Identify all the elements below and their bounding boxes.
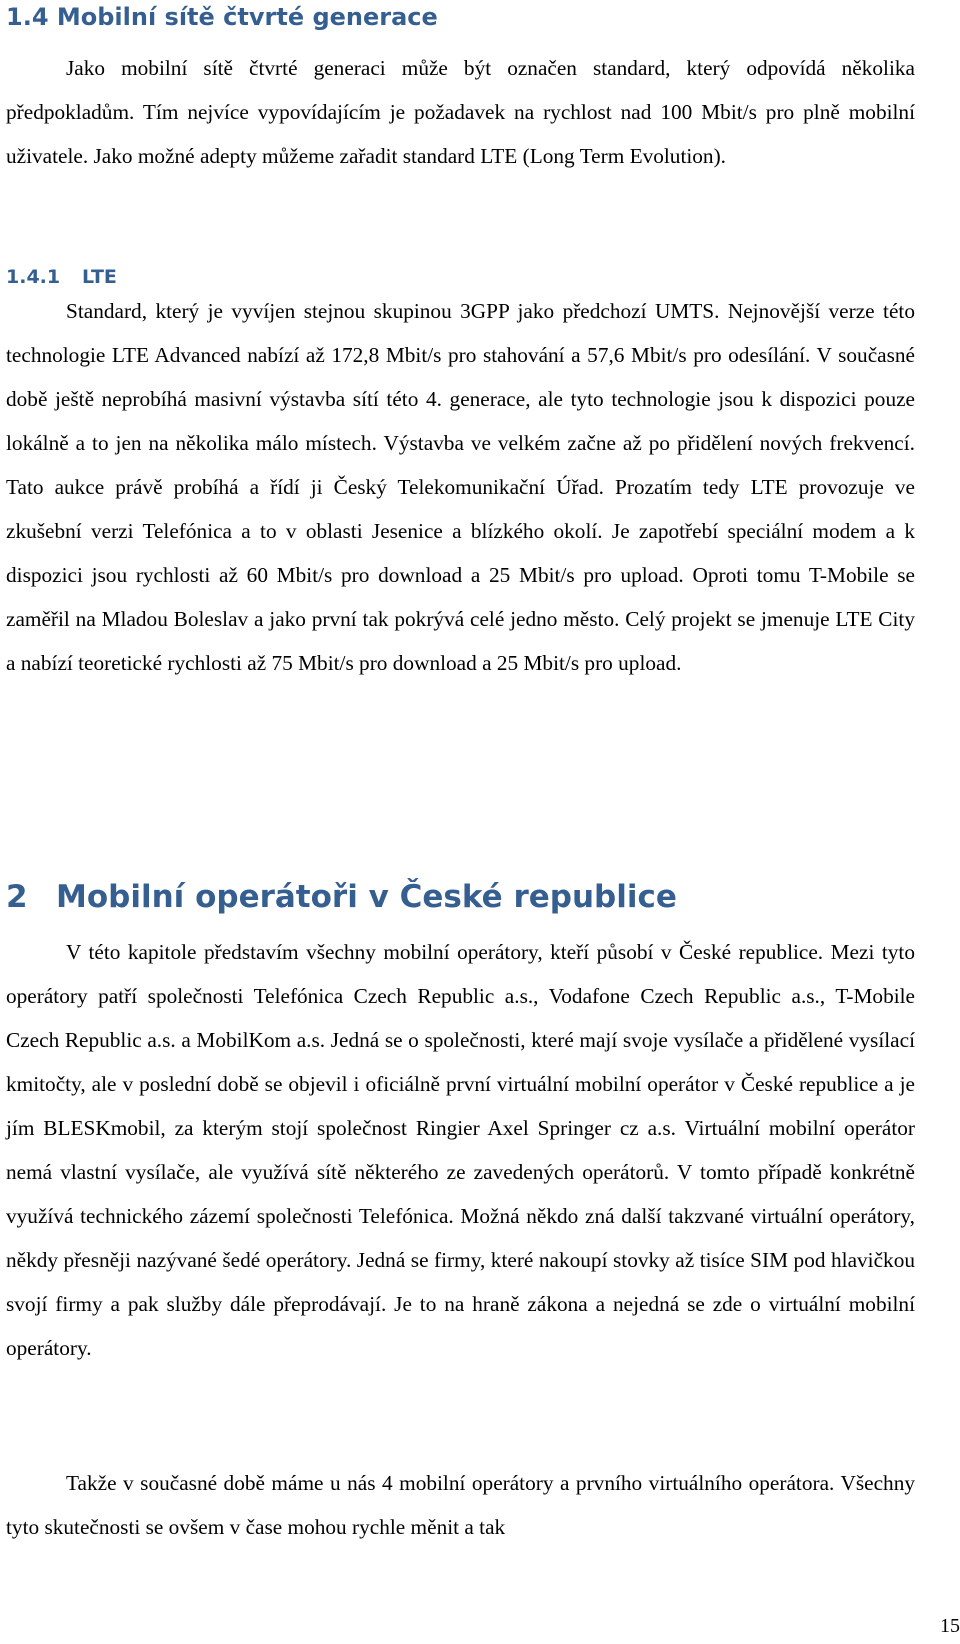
chapter-2-paragraph-2: Takže v současné době máme u nás 4 mobilní operátory a prvního virtuálního operátora. Všechny tyto skutečnosti se ovšem v čase mohou rychle měnit a tak — [6, 1471, 915, 1539]
section-1-4-paragraph: Jako mobilní sítě čtvrté generaci může být označen standard, který odpovídá několika předpokladům. Tím nejvíce vypovídajícím je požadavek na rychlost nad 100 Mbit/s pro plně mobilní uživatele. Jako možné adepty můžeme zařadit standard LTE (Long Term Evolution). — [6, 56, 915, 168]
section-heading-1-4: 1.4 Mobilní sítě čtvrté generace — [6, 3, 438, 31]
chapter-number: 2 — [6, 879, 28, 915]
page-number: 15 — [940, 1615, 960, 1637]
chapter-2-paragraph-1: V této kapitole představím všechny mobilní operátory, kteří působí v České republice. Mezi tyto operátory patří společnosti Telefónica Czech Republic a.s., Vodafone Czech Republic a.s., T-Mobile Czech Republic a.s. a MobilKom a.s. Jedná se o společnosti, které mají svoje vysílače a přidělené vysílací kmitočty, ale v poslední době se objevil i oficiálně první virtuální mobilní operátor v České republice a je jím BLESKmobil, za kterým stojí společnost Ringier Axel Springer cz a.s. Virtuální mobilní operátor nemá vlastní vysílače, ale využívá sítě některého ze zavedených operátorů. V tomto případě konkrétně využívá technického zázemí společnosti Telefónica. Možná někdo zná další takzvané virtuální operátory, někdy přesněji nazývané šedé operátory. Jedná se firmy, které nakoupí stovky až tisíce SIM pod hlavičkou svojí firmy a pak služby dále přeprodávají. Je to na hraně zákona a nejedná se zde o virtuální mobilní operátory. — [6, 940, 915, 1360]
section-1-4-1-paragraph: Standard, který je vyvíjen stejnou skupinou 3GPP jako předchozí UMTS. Nejnovější verze této technologie LTE Advanced nabízí až 172,8 Mbit/s pro stahování a 57,6 Mbit/s pro odesílání. V současné době ještě neprobíhá masivní výstavba sítí této 4. generace, ale tyto technologie jsou k dispozici pouze lokálně a to jen na několika málo místech. Výstavba ve velkém začne až po přidělení nových frekvencí. Tato aukce právě probíhá a řídí ji Český Telekomunikační Úřad. Prozatím tedy LTE provozuje ve zkušební verzi Telefónica a to v oblasti Jesenice a blízkého okolí. Je zapotřebí speciální modem a k dispozici jsou rychlosti až 60 Mbit/s pro download a 25 Mbit/s pro upload. Oproti tomu T-Mobile se zaměřil na Mladou Boleslav a jako první tak pokrývá celé jedno město. Celý projekt se jmenuje LTE City a nabízí teoretické rychlosti až 75 Mbit/s pro download a 25 Mbit/s pro upload. — [6, 299, 915, 675]
section-title: LTE — [82, 266, 117, 288]
chapter-title: Mobilní operátoři v České republice — [56, 879, 677, 915]
chapter-heading-2 — [6, 875, 677, 919]
section-number: 1.4.1 — [6, 266, 61, 288]
